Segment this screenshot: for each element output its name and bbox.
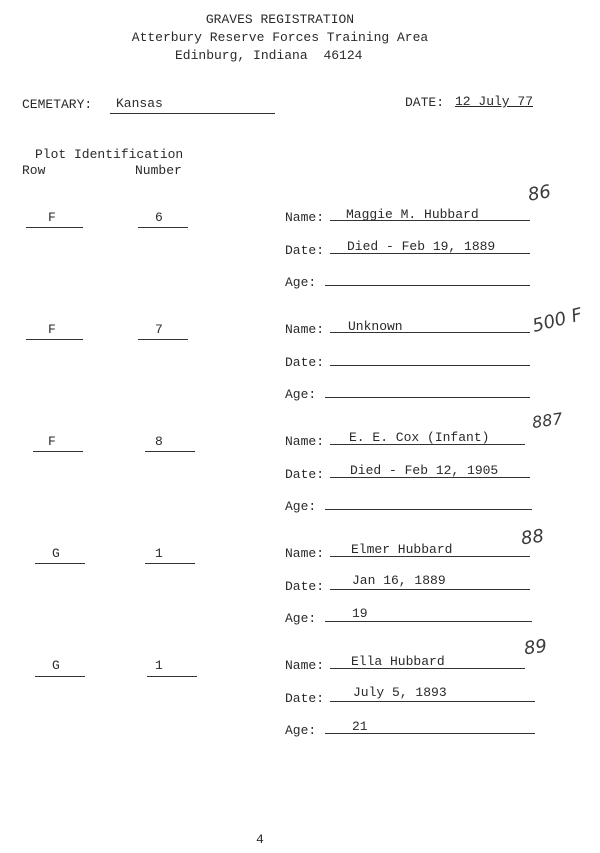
entry-date: Died - Feb 19, 1889 <box>347 239 496 254</box>
entry-row: G <box>52 658 60 673</box>
entry-number: 8 <box>155 434 163 449</box>
number-underline <box>138 227 188 228</box>
entry-name: Elmer Hubbard <box>351 542 453 557</box>
age-underline <box>325 285 530 286</box>
number-underline <box>138 339 188 340</box>
page-number: 4 <box>256 832 264 847</box>
entry-name: Maggie M. Hubbard <box>346 207 479 222</box>
date-field-label: Date: <box>285 355 325 370</box>
name-label: Name: <box>285 322 325 337</box>
handwritten-note: 500 F <box>530 304 585 337</box>
cemetery-underline <box>110 113 275 114</box>
handwritten-note: 86 <box>526 181 553 206</box>
number-underline <box>145 451 195 452</box>
handwritten-note: 89 <box>522 635 549 660</box>
date-underline <box>330 253 530 254</box>
date-underline <box>330 477 530 478</box>
entry-name: E. E. Cox (Infant) <box>349 430 490 445</box>
cemetery-label: CEMETARY: <box>22 97 93 112</box>
entry-row: F <box>48 210 56 225</box>
row-underline <box>35 563 85 564</box>
header-city: Edinburg, Indiana <box>175 48 308 63</box>
header-location <box>175 48 362 63</box>
name-underline <box>330 668 525 669</box>
date-field-label: Date: <box>285 579 325 594</box>
entry-row: G <box>52 546 60 561</box>
plot-row-header: Row <box>22 163 46 178</box>
age-label: Age: <box>285 275 317 290</box>
number-underline <box>147 676 197 677</box>
name-underline <box>330 444 525 445</box>
age-label: Age: <box>285 387 317 402</box>
entry-number: 6 <box>155 210 163 225</box>
number-underline <box>145 563 195 564</box>
entry-number: 1 <box>155 546 163 561</box>
handwritten-note: 887 <box>530 408 564 433</box>
name-label: Name: <box>285 658 325 673</box>
entry-number: 1 <box>155 658 163 673</box>
row-underline <box>26 227 83 228</box>
entry-date: July 5, 1893 <box>353 685 447 700</box>
entry-age: 19 <box>352 606 368 621</box>
age-label: Age: <box>285 611 317 626</box>
header-title: GRAVES REGISTRATION <box>205 12 355 27</box>
name-underline <box>330 556 530 557</box>
header-subtitle: Atterbury Reserve Forces Training Area <box>131 30 429 45</box>
age-label: Age: <box>285 723 317 738</box>
entry-name: Ella Hubbard <box>351 654 445 669</box>
entry-name: Unknown <box>348 319 403 334</box>
age-label: Age: <box>285 499 317 514</box>
date-label: DATE: <box>405 95 445 110</box>
entry-date: Died - Feb 12, 1905 <box>350 463 499 478</box>
date-underline <box>330 365 530 366</box>
row-underline <box>26 339 83 340</box>
date-field-label: Date: <box>285 467 325 482</box>
age-underline <box>325 397 530 398</box>
date-field-label: Date: <box>285 691 325 706</box>
plot-identification-title: Plot Identification <box>35 147 184 162</box>
plot-number-header: Number <box>135 163 182 178</box>
header-zip: 46124 <box>323 48 363 63</box>
date-underline <box>330 701 535 702</box>
name-label: Name: <box>285 546 325 561</box>
name-label: Name: <box>285 434 325 449</box>
date-field-label: Date: <box>285 243 325 258</box>
age-underline <box>325 621 532 622</box>
name-underline <box>330 332 530 333</box>
entry-date: Jan 16, 1889 <box>352 573 446 588</box>
date-underline <box>330 589 530 590</box>
name-label: Name: <box>285 210 325 225</box>
row-underline <box>35 676 85 677</box>
name-underline <box>330 220 530 221</box>
entry-number: 7 <box>155 322 163 337</box>
age-underline <box>325 733 535 734</box>
entry-row: F <box>48 434 56 449</box>
entry-age: 21 <box>352 719 368 734</box>
age-underline <box>325 509 532 510</box>
handwritten-note: 88 <box>519 525 546 550</box>
row-underline <box>33 451 83 452</box>
date-value: 12 July 77 <box>455 94 534 109</box>
entry-row: F <box>48 322 56 337</box>
cemetery-value: Kansas <box>116 96 163 111</box>
